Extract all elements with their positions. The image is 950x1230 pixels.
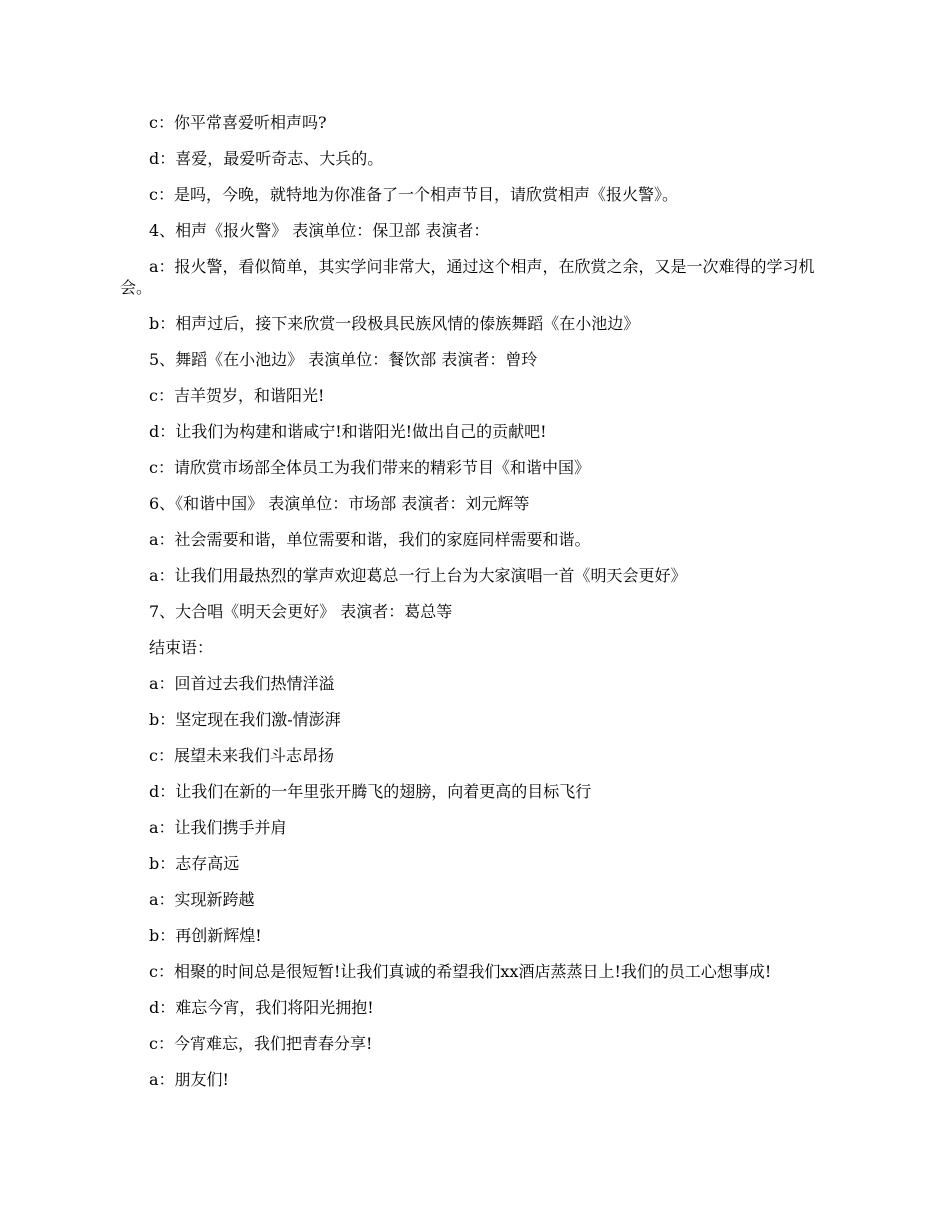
script-line: b：相声过后，接下来欣赏一段极具民族风情的傣族舞蹈《在小池边》 xyxy=(149,314,640,333)
script-line: d：让我们在新的一年里张开腾飞的翅膀，向着更高的目标飞行 xyxy=(149,782,592,801)
script-line: a：社会需要和谐，单位需要和谐，我们的家庭同样需要和谐。 xyxy=(149,530,591,549)
program-item: 4、相声《报火警》 表演单位：保卫部 表演者： xyxy=(149,221,490,240)
program-item: 5、舞蹈《在小池边》 表演单位：餐饮部 表演者：曾玲 xyxy=(149,350,538,369)
script-line: c：相聚的时间总是很短暂!让我们真诚的希望我们xx酒店蒸蒸日上!我们的员工心想事成! xyxy=(149,962,772,981)
script-line: a：让我们携手并肩 xyxy=(149,818,287,837)
script-line: b：再创新辉煌! xyxy=(149,926,262,945)
script-line: c：你平常喜爱听相声吗? xyxy=(149,113,327,132)
script-line: d：喜爱，最爱听奇志、大兵的。 xyxy=(149,149,384,168)
script-line: a：让我们用最热烈的掌声欢迎葛总一行上台为大家演唱一首《明天会更好》 xyxy=(149,566,687,585)
script-line: b：坚定现在我们激-情澎湃 xyxy=(149,710,341,729)
script-line: c：请欣赏市场部全体员工为我们带来的精彩节目《和谐中国》 xyxy=(149,458,590,477)
script-line: c：今宵难忘，我们把青春分享! xyxy=(149,1034,373,1053)
script-line: d：让我们为构建和谐咸宁!和谐阳光!做出自己的贡献吧! xyxy=(149,422,547,441)
script-line: a：实现新跨越 xyxy=(149,890,255,909)
script-line: c：展望未来我们斗志昂扬 xyxy=(149,746,334,765)
script-line: a：回首过去我们热情洋溢 xyxy=(149,674,335,693)
script-line: a：报火警，看似简单，其实学问非常大，通过这个相声，在欣赏之余，又是一次难得的学习机会。 xyxy=(120,257,815,297)
document-body xyxy=(120,112,830,1105)
script-line: b：志存高远 xyxy=(149,854,240,873)
program-item: 7、大合唱《明天会更好》 表演者：葛总等 xyxy=(149,602,453,621)
closing-heading: 结束语： xyxy=(149,638,214,657)
script-line: a：朋友们! xyxy=(149,1070,229,1089)
program-item: 6、《和谐中国》 表演单位：市场部 表演者：刘元辉等 xyxy=(149,494,530,513)
script-line: c：是吗，今晚，就特地为你准备了一个相声节目，请欣赏相声《报火警》。 xyxy=(149,185,678,204)
script-line: c：吉羊贺岁，和谐阳光! xyxy=(149,386,325,405)
script-line: d：难忘今宵，我们将阳光拥抱! xyxy=(149,998,374,1017)
